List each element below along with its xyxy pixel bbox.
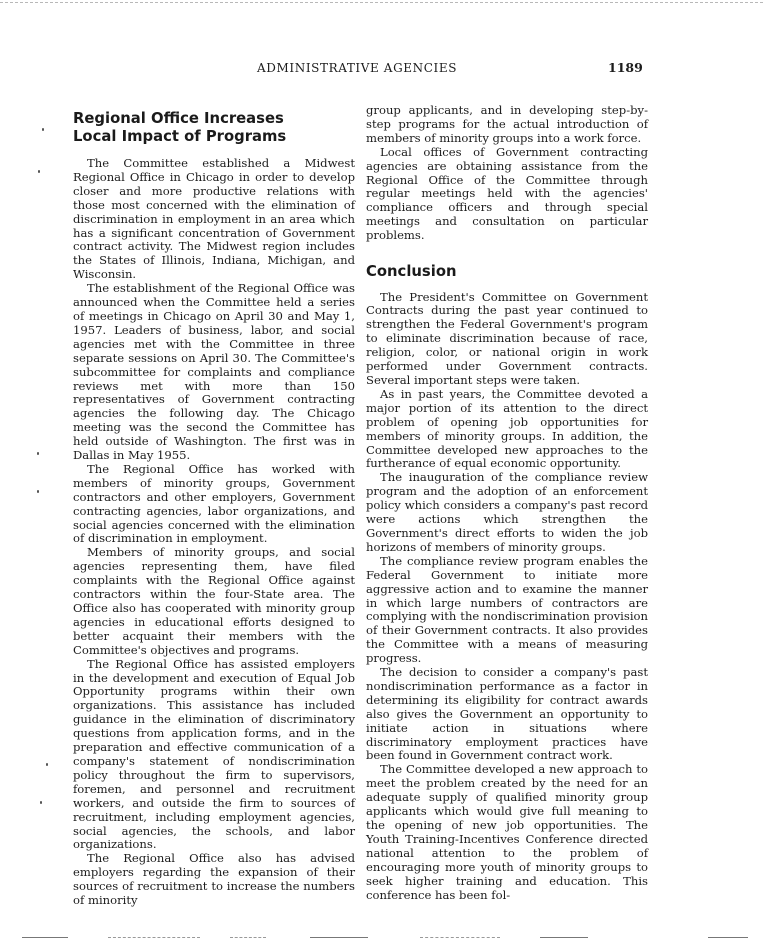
paragraph: The decision to consider a company's past nondiscrimination performance as a factor in determining its eligibility for contract awards also gives the Government an opportunity to initiate action in situations where discriminatory employment practices have been found in Government contract work. xyxy=(366,665,648,763)
left-column xyxy=(73,110,355,908)
paragraph: As in past years, the Committee devoted a major portion of its attention to the direct problem of opening job opportunities for members of minority groups. In addition, the Committee developed new approaches to the furtherance of equal economic opportunity. xyxy=(366,386,648,471)
page-number: 1189 xyxy=(608,60,643,75)
paragraph: The Regional Office also has advised employers regarding the expansion of their sources of recruitment to increase the numbers of minority xyxy=(73,851,355,908)
section-heading-conclusion: Conclusion xyxy=(366,263,457,281)
footer-rule xyxy=(108,937,200,938)
scan-speck xyxy=(37,452,39,455)
scan-speck xyxy=(46,763,48,766)
footer-rule xyxy=(22,937,68,938)
footer-rule xyxy=(708,937,748,938)
section-heading-regional-office xyxy=(73,110,355,145)
paragraph: The Committee developed a new approach to meet the problem created by the need for an adequate supply of qualified minority group applicants which would give full meaning to the opening of new job opportunities. The Youth Training-Incentives Conference directed national attention to the problem of encouraging more youth of minority groups to seek higher training and education. This conference has been fol- xyxy=(366,762,648,902)
footer-rule xyxy=(310,937,368,938)
paragraph: The inauguration of the compliance review program and the adoption of an enforcement policy which considers a company's past record were actions which strengthen the Government's direct efforts to widen the job horizons of members of minority groups. xyxy=(366,470,648,554)
paragraph: The compliance review program enables the Federal Government to initiate more aggressive action and to examine the manner in which large numbers of contractors are complying with the nondiscrimination provision of their Government contracts. It also provides the Committee with a means of measuring progress. xyxy=(366,553,648,666)
scan-speck xyxy=(42,128,44,131)
scan-speck xyxy=(37,490,39,493)
running-head: ADMINISTRATIVE AGENCIES xyxy=(257,61,458,75)
scan-speck xyxy=(38,170,40,173)
paragraph: The President's Committee on Government Contracts during the past year continued to strengthen the Federal Government's program to eliminate discrimination because of race, religion, color, or national origin in work performed under Government contracts. Several important steps were taken. xyxy=(366,289,648,387)
heading-line-1: Regional Office Increases xyxy=(73,110,284,127)
paragraph: Local offices of Government contracting agencies are obtaining assistance from the Regional Office of the Committee through regular meetings held with the agencies' compliance officers and through special meetings and consultation on particular problems. xyxy=(366,144,648,243)
paragraph: The establishment of the Regional Office was announced when the Committee held a series of meetings in Chicago on April 30 and May 1, 1957. Leaders of business, labor, and social agencies met with the Committee in three separate sessions on April 30. The Committee's subcommittee for complaints and compliance reviews met with more than 150 representatives of Government contracting agencies the following day. The Chicago meeting was the second the Committee has held outside of Washington. The first was in Dallas in May 1955. xyxy=(73,281,355,463)
footer-rule xyxy=(540,937,588,938)
scan-speck xyxy=(40,801,42,804)
footer-rule xyxy=(420,937,500,938)
paragraph-continuation: group applicants, and in developing step-by-step programs for the actual introduction of members of minority groups into a work force. xyxy=(366,103,648,145)
footer-rule xyxy=(230,937,266,938)
paragraph: The Regional Office has assisted employers in the development and execution of Equal Job Opportunity programs within their own organizations. This assistance has included guidance in the elimination of discriminatory questions from application forms, and in the preparation and effective communication of a company's statement of nondiscrimination policy throughout the firm to supervisors, foremen, and personnel and recruitment workers, and outside the firm to sources of recruitment, including employment agencies, social agencies, the schools, and labor organizations. xyxy=(73,656,355,852)
heading-line-2: Local Impact of Programs xyxy=(73,127,287,145)
paragraph: The Regional Office has worked with members of minority groups, Government contractors and other employers, Government contracting agencies, labor organizations, and social agencies concerned with the elimination of discrimination in employment. xyxy=(73,461,355,546)
page-top-edge xyxy=(0,2,763,3)
right-column xyxy=(366,104,648,902)
paragraph: The Committee established a Midwest Regional Office in Chicago in order to develop closer and more productive relations with those most concerned with the elimination of discrimination in employment in an area which has a significant concentration of Government contract activity. The Midwest region includes the States of Illinois, Indiana, Michigan, and Wisconsin. xyxy=(73,156,355,282)
paragraph: Members of minority groups, and social agencies representing them, have filed complaints with the Regional Office against contractors within the four-State area. The Office also has cooperated with minority group agencies in educational efforts designed to better acquaint their members with the Committee's objectives and programs. xyxy=(73,545,355,657)
